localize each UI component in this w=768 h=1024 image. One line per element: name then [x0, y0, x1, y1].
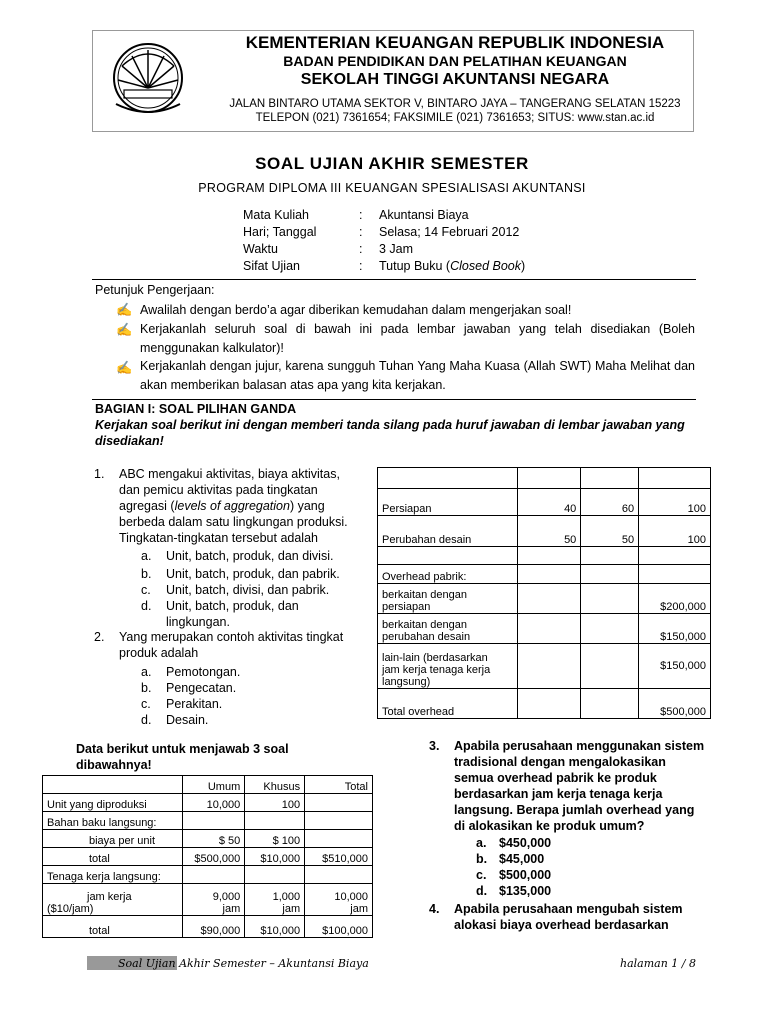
question-number: 3.	[429, 739, 440, 753]
question-line: berbeda dalam satu lingkungan produksi.	[119, 515, 348, 529]
table-cell: $510,000	[305, 848, 373, 866]
row-label	[43, 884, 183, 916]
table-row	[43, 794, 373, 812]
address-block	[210, 97, 700, 125]
intro-line: dibawahnya!	[76, 758, 152, 772]
table-row	[378, 547, 711, 565]
label-line: jam kerja	[87, 891, 132, 903]
question-line: ABC mengakui aktivitas, biaya aktivitas,	[119, 467, 340, 481]
question-line: Yang merupakan contoh aktivitas tingkat	[119, 630, 344, 644]
column-header: Khusus	[245, 776, 305, 794]
text-span: agregasi (	[119, 499, 175, 513]
divider	[92, 399, 696, 400]
row-label	[378, 584, 518, 614]
option-letter: c.	[141, 697, 151, 711]
table-cell: $90,000	[183, 916, 245, 938]
row-label	[378, 614, 518, 644]
instructions-heading: Petunjuk Pengerjaan:	[95, 283, 215, 297]
question-line: tradisional dengan mengalokasikan	[454, 755, 666, 769]
question-line: produk adalah	[119, 646, 199, 660]
table-row	[378, 468, 711, 489]
question-number: 4.	[429, 902, 440, 916]
info-colon: :	[359, 225, 363, 239]
option-letter: b.	[141, 681, 152, 695]
intro-line: Data berikut untuk menjawab 3 soal	[76, 742, 289, 756]
table-cell: $10,000	[245, 916, 305, 938]
cell-line: jam	[350, 903, 368, 915]
info-value: 3 Jam	[379, 242, 414, 256]
label-line: jam kerja tenaga kerja	[382, 664, 491, 676]
option-text: Pemotongan.	[166, 665, 241, 679]
table-cell: $200,000	[639, 584, 711, 614]
school-name: SEKOLAH TINGGI AKUNTANSI NEGARA	[300, 71, 610, 88]
option-text-continued: lingkungan.	[166, 615, 230, 629]
cell-line: 10,000	[334, 891, 368, 903]
question-line: semua overhead pabrik ke produk	[454, 771, 657, 785]
row-label: Bahan baku langsung:	[43, 812, 183, 830]
table-cell: $100,000	[305, 916, 373, 938]
table-cell: $ 50	[183, 830, 245, 848]
label-line: berkaitan dengan	[382, 589, 468, 601]
option-text: Pengecatan.	[166, 681, 237, 695]
option-letter: d.	[476, 884, 488, 898]
question-line: Tingkatan-tingkatan tersebut adalah	[119, 531, 318, 545]
question-line: di alokasikan ke produk umum?	[454, 819, 645, 833]
table-cell: $150,000	[639, 644, 711, 689]
option-letter: b.	[141, 567, 152, 581]
question-line: Apabila perusahaan menggunakan sistem	[454, 739, 705, 753]
option-letter: b.	[476, 852, 488, 866]
table-cell: 100	[245, 794, 305, 812]
row-label: Perubahan desain	[378, 516, 518, 547]
label-line: lain-lain (berdasarkan	[382, 652, 488, 664]
info-colon: :	[359, 259, 363, 273]
table-cell: 50	[581, 516, 639, 547]
label-line: perubahan desain	[382, 631, 471, 643]
instruction-item: Kerjakanlah dengan jujur, karena sungguh Tuhan Yang Maha Kuasa (Allah SWT) Maha Melihat dan akan memberikan balasan atas apa yang kita kerjakan.	[140, 359, 695, 392]
option-text: $500,000	[499, 868, 552, 882]
option-letter: a.	[476, 836, 487, 850]
writing-hand-icon: ✍	[116, 322, 133, 337]
contact-line: TELEPON (021) 7361654; FAKSIMILE (021) 7361653; SITUS: www.stan.ac.id	[255, 112, 655, 124]
info-key: Hari; Tanggal	[243, 225, 317, 239]
question-text	[454, 901, 734, 933]
row-label: total	[43, 848, 183, 866]
info-colon: :	[359, 242, 363, 256]
question-line: langsung. Berapa jumlah overhead yang	[454, 803, 695, 817]
option-text: $45,000	[499, 852, 545, 866]
italic-term: levels of aggregation	[174, 499, 290, 513]
divider	[92, 279, 696, 280]
label-line: langsung)	[382, 676, 431, 688]
table-cell: 10,000	[183, 794, 245, 812]
cell-line: 1,000	[272, 891, 301, 903]
info-value	[379, 259, 525, 273]
table-cell: 100	[639, 516, 711, 547]
text-span: Tutup Buku (	[379, 259, 451, 273]
question-line	[119, 498, 379, 514]
agency-name: BADAN PENDIDIKAN DAN PELATIHAN KEUANGAN	[283, 53, 627, 69]
table-row	[43, 848, 373, 866]
table-row	[378, 565, 711, 584]
option-text: Perakitan.	[166, 697, 223, 711]
option-text: Unit, batch, produk, dan pabrik.	[166, 567, 340, 581]
info-key: Waktu	[243, 242, 278, 256]
row-label: Unit yang diproduksi	[43, 794, 183, 812]
option-text: Unit, batch, produk, dan	[166, 599, 299, 613]
writing-hand-icon: ✍	[116, 302, 133, 317]
ministry-of-finance-emblem	[102, 38, 194, 124]
program-name: PROGRAM DIPLOMA III KEUANGAN SPESIALISASI AKUNTANSI	[198, 181, 586, 195]
question-text	[454, 738, 734, 834]
table-cell: $ 100	[245, 830, 305, 848]
italic-term: Closed Book	[450, 259, 521, 273]
option-letter: c.	[141, 583, 151, 597]
page-number: halaman 1 / 8	[620, 957, 696, 970]
question-line: Apabila perusahaan mengubah sistem	[454, 902, 683, 916]
question-2	[94, 629, 374, 729]
info-row	[243, 225, 623, 242]
table-cell: $150,000	[639, 614, 711, 644]
text-span: ) yang	[289, 499, 325, 513]
label-line: persiapan	[382, 601, 431, 613]
table-cell: $500,000	[639, 689, 711, 719]
row-label: Persiapan	[378, 489, 518, 516]
info-value: Selasa; 14 Februari 2012	[379, 225, 520, 239]
footer-title: Soal Ujian Akhir Semester – Akuntansi Biaya	[118, 957, 369, 970]
info-key: Mata Kuliah	[243, 208, 310, 222]
data-intro	[76, 741, 289, 773]
row-label: Total overhead	[378, 689, 518, 719]
overhead-table	[377, 467, 711, 719]
table-cell	[245, 884, 305, 916]
option-text: Unit, batch, produk, dan divisi.	[166, 549, 334, 563]
question-text	[119, 466, 379, 546]
question-number: 2.	[94, 630, 105, 644]
part1-heading: BAGIAN I: SOAL PILIHAN GANDA	[95, 402, 297, 416]
table-row	[378, 489, 711, 516]
table-row	[378, 614, 711, 644]
product-data-table	[42, 775, 373, 938]
question-line: alokasi biaya overhead berdasarkan	[454, 918, 669, 932]
table-cell: 40	[517, 489, 581, 516]
option-letter: a.	[141, 549, 152, 563]
question-number: 1.	[94, 467, 105, 481]
info-row	[243, 208, 623, 225]
question-line: berdasarkan jam kerja tenaga kerja	[454, 787, 663, 801]
table-row	[378, 584, 711, 614]
column-header: Total	[305, 776, 373, 794]
table-row	[43, 812, 373, 830]
table-row	[43, 830, 373, 848]
info-value: Akuntansi Biaya	[379, 208, 469, 222]
info-colon: :	[359, 208, 363, 222]
option-letter: d.	[141, 599, 152, 613]
table-cell	[305, 884, 373, 916]
table-cell: 50	[517, 516, 581, 547]
instruction-item: Awalilah dengan berdo’a agar diberikan kemudahan dalam mengerjakan soal!	[140, 303, 572, 317]
label-line: ($10/jam)	[47, 903, 94, 915]
question-text	[119, 629, 379, 661]
address-line: JALAN BINTARO UTAMA SEKTOR V, BINTARO JAYA – TANGERANG SELATAN 15223	[229, 98, 681, 110]
table-row	[43, 884, 373, 916]
table-header-row	[43, 776, 373, 794]
option-text: Unit, batch, divisi, dan pabrik.	[166, 583, 330, 597]
question-line: dan pemicu aktivitas pada tingkatan	[119, 483, 318, 497]
option-text: Desain.	[166, 713, 209, 727]
label-line: berkaitan dengan	[382, 619, 468, 631]
info-key: Sifat Ujian	[243, 259, 300, 273]
info-row	[243, 259, 623, 276]
option-text: $450,000	[499, 836, 552, 850]
table-cell: $500,000	[183, 848, 245, 866]
table-row	[378, 689, 711, 719]
part1-instruction: Kerjakan soal berikut ini dengan memberi tanda silang pada huruf jawaban di lembar jawaban yang disediakan!	[95, 418, 685, 448]
row-label: total	[43, 916, 183, 938]
row-label: Tenaga kerja langsung:	[43, 866, 183, 884]
table-row	[43, 866, 373, 884]
option-letter: a.	[141, 665, 152, 679]
table-row	[378, 516, 711, 547]
column-header: Umum	[183, 776, 245, 794]
option-letter: c.	[476, 868, 487, 882]
text-span: )	[520, 259, 526, 273]
ministry-name: KEMENTERIAN KEUANGAN REPUBLIK INDONESIA	[245, 33, 665, 52]
option-letter: d.	[141, 713, 152, 727]
table-cell: 100	[639, 489, 711, 516]
table-row	[378, 644, 711, 689]
table-row	[43, 916, 373, 938]
option-text: $135,000	[499, 884, 552, 898]
row-label	[378, 644, 518, 689]
table-cell: $10,000	[245, 848, 305, 866]
row-label: biaya per unit	[43, 830, 183, 848]
exam-title: SOAL UJIAN AKHIR SEMESTER	[255, 154, 529, 173]
cell-line: 9,000	[212, 891, 241, 903]
cell-line: jam	[282, 903, 301, 915]
row-label: Overhead pabrik:	[378, 565, 518, 584]
table-cell: 60	[581, 489, 639, 516]
exam-info	[243, 208, 623, 278]
instruction-item: Kerjakanlah seluruh soal di bawah ini pada lembar jawaban yang telah disediakan (Boleh menggunakan kalkulator)!	[140, 322, 695, 355]
table-cell	[183, 884, 245, 916]
info-row	[243, 242, 623, 259]
writing-hand-icon: ✍	[116, 360, 133, 375]
cell-line: jam	[222, 903, 241, 915]
